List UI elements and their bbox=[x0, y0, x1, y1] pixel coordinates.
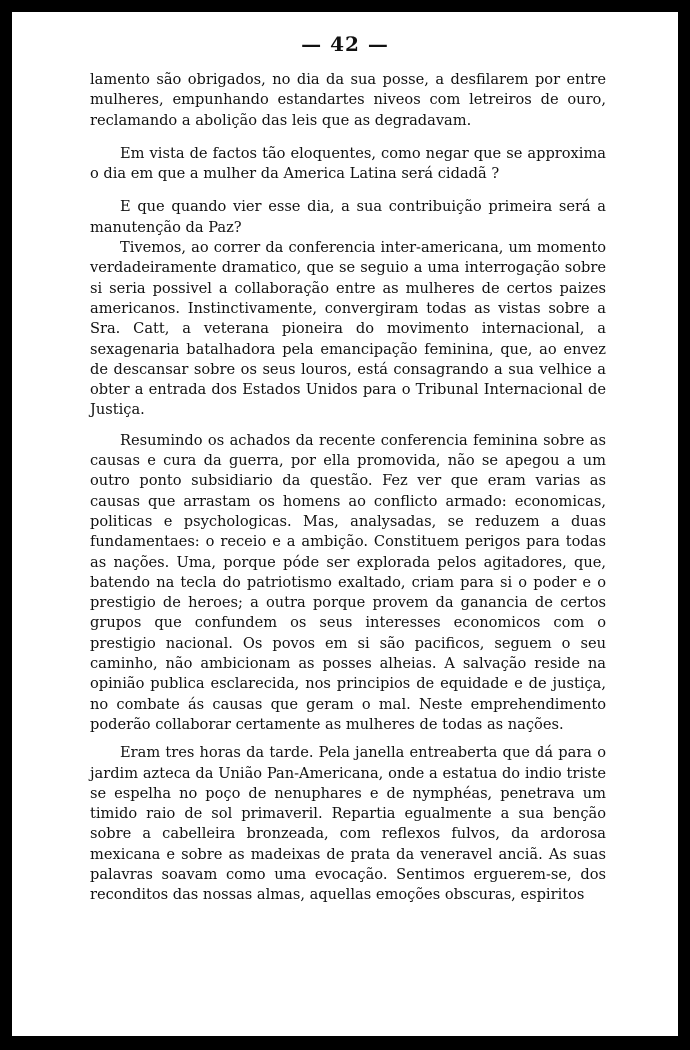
paragraph: Tivemos, ao correr da conferencia inter-americana, um momento verdadeiramente dramatico, que se seguio a uma interrogação sobre si seria possivel a collaboração entre as mulheres de certos paizes americanos. Instinctivamente, convergiram todas as vistas sobre a Sra. Catt, a veterana pioneira do movimento internacional, a sexagenaria batalhadora pela emancipação feminina, que, ao envez de descansar sobre os seus louros, está consagrando a sua velhice a obter a entrada dos Estados Unidos para o Tribunal Internacional de Justiça. bbox=[90, 239, 606, 419]
paragraph: Resumindo os achados da recente conferencia feminina sobre as causas e cura da guerra, por ella promovida, não se apegou a um outro ponto subsidiario da questão. Fez ver que eram varias as causas que arrastam os homens ao conflicto armado: economicas, politicas e psychologicas. Mas, analysadas, se reduzem a duas fundamentaes: o receio e a ambição. Constituem perigos para todas as nações. Uma, porque póde ser explorada pelos agitadores, que, batendo na tecla do patriotismo exaltado, criam para si o poder e o prestigio de heroes; a outra porque provem da ganancia de certos grupos que confundem os seus interesses economicos com o prestigio nacional. Os povos em si são pacificos, seguem o seu caminho, não ambicionam as posses alheias. A salvação reside na opinião publica esclarecida, nos principios de equidade e de justiça, no combate ás causas que geram o mal. Neste emprehendimento poderão collaborar certamente as mulheres de todas as nações. bbox=[90, 431, 606, 733]
paragraph: Eram tres horas da tarde. Pela janella entreaberta que dá para o jardim azteca da União Pan-Americana, onde a estatua do indio triste se espelha no poço de nenuphares e de nymphéas, penetrava um timido raio de sol primaveril. Repartia egualmente a sua benção sobre a cabelleira bronzeada, com reflexos fulvos, da ardorosa mexicana e sobre as madeixas de prata da veneravel anciã. As suas palavras soavam como uma evocação. Sentimos erguerem-se, dos reconditos das nossas almas, aquellas emoções obscuras, espiritos bbox=[90, 744, 606, 904]
paragraph: lamento são obrigados, no dia da sua posse, a desfilarem por entre mulheres, empunhando estandartes niveos com letreiros de ouro, reclamando a abolição das leis que as degradavam. bbox=[90, 71, 606, 129]
paragraph: E que quando vier esse dia, a sua contribuição primeira será a manutenção da Paz? bbox=[90, 198, 606, 236]
book-page bbox=[12, 12, 678, 1036]
page-body bbox=[90, 70, 606, 917]
page-number: — 42 — bbox=[301, 32, 389, 56]
paragraph: Em vista de factos tão eloquentes, como negar que se approxima o dia em que a mulher da America Latina será cidadã ? bbox=[90, 144, 606, 183]
